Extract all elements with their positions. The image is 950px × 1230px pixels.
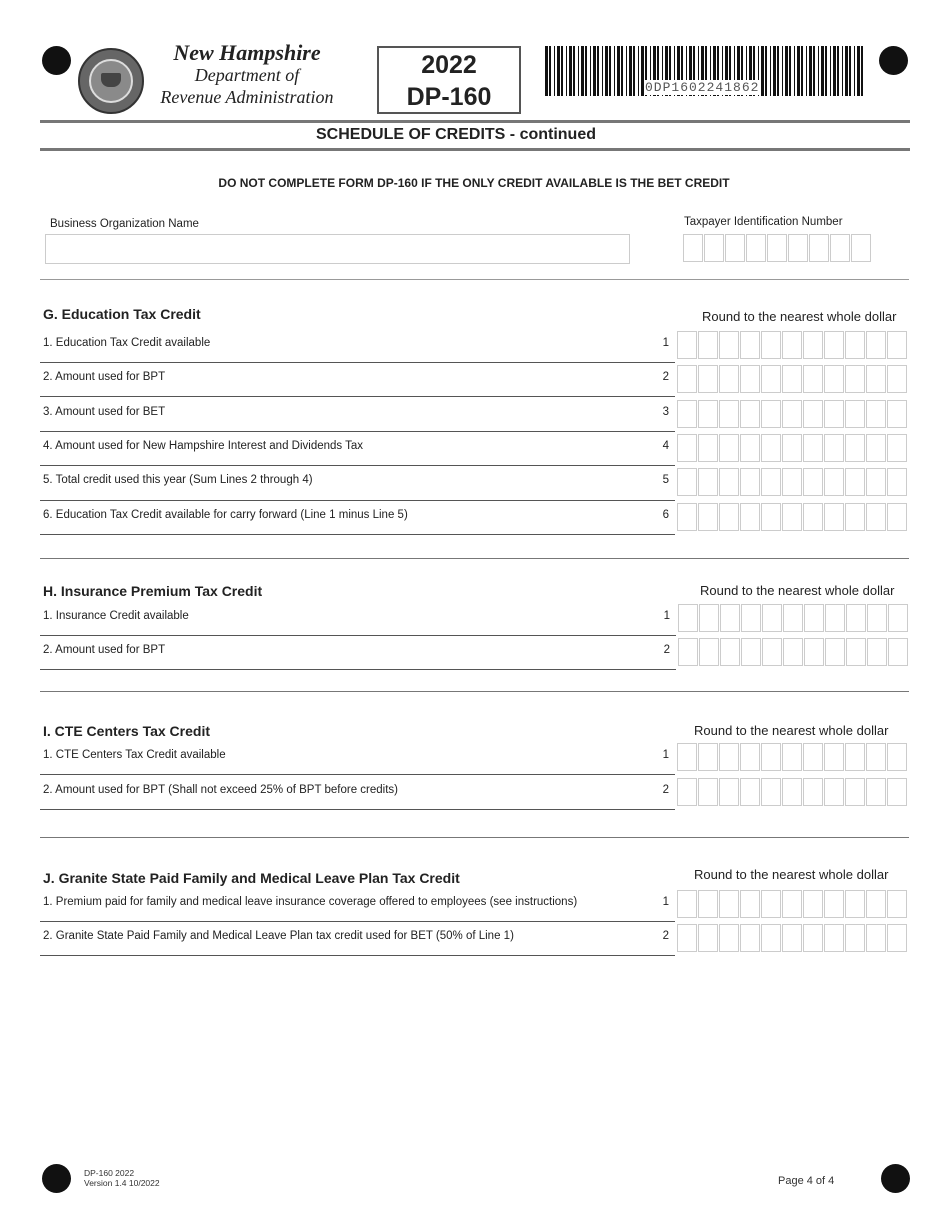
round-note: Round to the nearest whole dollar bbox=[702, 309, 897, 324]
divider bbox=[40, 362, 675, 363]
line-i1-number: 1 bbox=[662, 749, 669, 761]
divider bbox=[40, 148, 910, 151]
divider bbox=[40, 500, 675, 501]
registration-mark bbox=[42, 1164, 71, 1193]
section-i-title: I. CTE Centers Tax Credit bbox=[43, 723, 211, 739]
agency-line-3: Revenue Administration bbox=[160, 87, 334, 107]
round-note: Round to the nearest whole dollar bbox=[694, 867, 889, 882]
page-title: SCHEDULE OF CREDITS - continued bbox=[316, 126, 596, 143]
line-g4-amount-input[interactable] bbox=[677, 434, 908, 462]
line-h2-amount-input[interactable] bbox=[678, 638, 909, 666]
line-g2-label: 2. Amount used for BPT bbox=[43, 371, 166, 383]
divider bbox=[40, 465, 675, 466]
divider bbox=[40, 774, 675, 775]
divider bbox=[40, 534, 675, 535]
line-g1-number: 1 bbox=[662, 337, 669, 349]
divider bbox=[40, 279, 909, 280]
tin-label: Taxpayer Identification Number bbox=[684, 216, 843, 228]
agency-name bbox=[142, 42, 352, 108]
line-h1-label: 1. Insurance Credit available bbox=[43, 610, 189, 622]
line-g6-amount-input[interactable] bbox=[677, 503, 908, 531]
divider bbox=[40, 955, 675, 956]
form-number: DP-160 bbox=[406, 83, 492, 111]
line-j2-number: 2 bbox=[662, 930, 669, 942]
divider bbox=[40, 558, 909, 559]
line-j1-amount-input[interactable] bbox=[677, 890, 908, 918]
line-g4-number: 4 bbox=[662, 440, 669, 452]
divider bbox=[40, 120, 910, 123]
line-i2-label: 2. Amount used for BPT (Shall not exceed 25% of BPT before credits) bbox=[43, 784, 398, 796]
form-year: 2022 bbox=[421, 51, 477, 79]
tin-input[interactable] bbox=[683, 234, 872, 262]
line-g1-label: 1. Education Tax Credit available bbox=[43, 337, 211, 349]
business-name-input[interactable] bbox=[45, 234, 630, 264]
line-g5-amount-input[interactable] bbox=[677, 468, 908, 496]
divider bbox=[40, 431, 675, 432]
line-g6-label: 6. Education Tax Credit available for carry forward (Line 1 minus Line 5) bbox=[43, 509, 408, 521]
line-g1-amount-input[interactable] bbox=[677, 331, 908, 359]
line-g5-number: 5 bbox=[662, 474, 669, 486]
footer-version-text: Version 1.4 10/2022 bbox=[84, 1178, 160, 1188]
section-g-title: G. Education Tax Credit bbox=[43, 306, 201, 322]
line-h1-number: 1 bbox=[663, 610, 670, 622]
line-j2-amount-input[interactable] bbox=[677, 924, 908, 952]
page-number: Page 4 of 4 bbox=[778, 1175, 835, 1187]
divider bbox=[40, 837, 909, 838]
barcode-text: 0DP1602241862 bbox=[645, 80, 760, 95]
line-i1-label: 1. CTE Centers Tax Credit available bbox=[43, 749, 226, 761]
line-g4-label: 4. Amount used for New Hampshire Interest and Dividends Tax bbox=[43, 440, 364, 452]
registration-mark bbox=[881, 1164, 910, 1193]
line-i2-amount-input[interactable] bbox=[677, 778, 908, 806]
divider bbox=[40, 396, 675, 397]
section-h-title: H. Insurance Premium Tax Credit bbox=[43, 583, 263, 599]
business-name-label: Business Organization Name bbox=[50, 218, 199, 230]
agency-line-1: New Hampshire bbox=[173, 40, 321, 65]
line-g3-amount-input[interactable] bbox=[677, 400, 908, 428]
state-seal-icon bbox=[78, 48, 144, 114]
line-g3-number: 3 bbox=[662, 406, 669, 418]
line-g3-label: 3. Amount used for BET bbox=[43, 406, 166, 418]
line-i1-amount-input[interactable] bbox=[677, 743, 908, 771]
divider bbox=[40, 809, 675, 810]
line-g5-label: 5. Total credit used this year (Sum Lines 2 through 4) bbox=[43, 474, 313, 486]
line-h2-number: 2 bbox=[663, 644, 670, 656]
divider bbox=[40, 691, 909, 692]
section-j-title: J. Granite State Paid Family and Medical Leave Plan Tax Credit bbox=[43, 870, 460, 886]
form-id-box bbox=[377, 46, 521, 114]
footer-version bbox=[84, 1168, 160, 1188]
registration-mark bbox=[42, 46, 71, 75]
notice: DO NOT COMPLETE FORM DP-160 IF THE ONLY CREDIT AVAILABLE IS THE BET CREDIT bbox=[218, 176, 730, 190]
line-j1-number: 1 bbox=[662, 896, 669, 908]
round-note: Round to the nearest whole dollar bbox=[694, 723, 889, 738]
line-h2-label: 2. Amount used for BPT bbox=[43, 644, 166, 656]
footer-form-year: DP-160 2022 bbox=[84, 1168, 135, 1178]
line-j1-label: 1. Premium paid for family and medical leave insurance coverage offered to employees (see instructions) bbox=[43, 896, 578, 908]
divider bbox=[40, 635, 676, 636]
line-g2-amount-input[interactable] bbox=[677, 365, 908, 393]
divider bbox=[40, 669, 676, 670]
line-g6-number: 6 bbox=[662, 509, 669, 521]
divider bbox=[40, 921, 675, 922]
registration-mark bbox=[879, 46, 908, 75]
agency-line-2: Department of bbox=[194, 65, 300, 85]
line-g2-number: 2 bbox=[662, 371, 669, 383]
line-i2-number: 2 bbox=[662, 784, 669, 796]
line-j2-label: 2. Granite State Paid Family and Medical Leave Plan tax credit used for BET (50% of Line 1) bbox=[43, 930, 514, 942]
round-note: Round to the nearest whole dollar bbox=[700, 583, 895, 598]
line-h1-amount-input[interactable] bbox=[678, 604, 909, 632]
